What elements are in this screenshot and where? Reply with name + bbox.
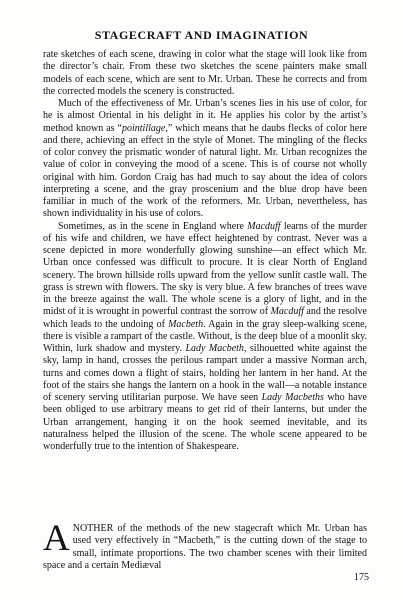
paragraph-1 (43, 49, 367, 98)
text-run: who have been obliged to use arbitrary means to get rid of their lanterns, but under the Urban arrangement, hanging it on the hook seemed inevitable, and its naturalness helped the illusion of the scene. The whole scene appeared to be wonderfully true to the intention of Shakespeare. (43, 392, 367, 452)
text-run: Much of the effectiveness of Mr. Urban’s scenes lies in his use of color, for he is almost Oriental in his delight in it. He applies his color by the artist’s method known as “ (43, 98, 367, 134)
text-run: and the resolve which leads to the undoing of (43, 306, 367, 330)
italic-text: Lady Macbeth (185, 343, 244, 354)
text-run: rate sketches of each scene, drawing in color what the stage will look like from the director’s chair. From these two sketches the scene painters make small models of each scene, which are sent to Mr. Urban. These he corrects and from the corrected models the scenery is constructed. (43, 49, 367, 97)
section-first-paragraph: NOTHER of the methods of the new stagecraft which Mr. Urban has used very effectively in “Macbeth,” is the cutting down of the stage to small, intimate proportions. The two chamber scenes with their limited space and a certain Mediæval (43, 523, 367, 571)
italic-text: Lady Macbeths (261, 392, 324, 403)
text-run: learns of the murder of his wife and children, we have effect heightened by contrast. Never was a scene depicted in more wonderfully glowing sunshine—an effect which Mr. Urban once confessed was difficult to procure. It is clear North of England scenery. The brown hillside rolls upward from the yellow sunlit castle wall. The grass is strewn with flowers. The sky is very blue. A few branches of trees wave in the breeze against the wall. The whole scene is a glory of light, and in the midst of it is wrought in powerful contrast the sorrow of (43, 220, 367, 318)
text-run: ,” which means that he daubs flecks of color here and there, achieving an effect in the style of Monet. The mingling of the flecks of color convey the prismatic wonder of natural light. Mr. Urban recognizes the value of color in conveying the mood of a scene. This is of course not wholly original with him. Gordon Craig has had much to say about the idea of colors interpreting a scene, and the gray proscenium and the blue drop have been familiar in much of the work of the reformers. Mr. Urban, nevertheless, has shown individuality in his use of colors. (43, 122, 367, 220)
paragraph-2 (43, 98, 367, 221)
italic-text: Macduff (247, 220, 281, 232)
text-run: Sometimes, as in the scene in England where (58, 220, 248, 232)
text-run: , silhouetted white against the sky, lamp in hand, crosses the perilous rampart under a massive Norman arch, turns and comes down a flight of stairs, holding her lantern in her hand. At the foot of the stairs she hangs the lantern on a hook in the wall—a notable instance of scenery serving utilitarian purpose. We have seen (43, 343, 367, 403)
italic-text: pointillage (122, 122, 166, 134)
page-number: 175 (354, 572, 369, 583)
drop-cap: A (43, 518, 70, 559)
new-section (43, 518, 367, 572)
paragraph-3 (43, 221, 367, 454)
running-head: STAGECRAFT AND IMAGINATION (94, 28, 309, 42)
text-run: . Again in the gray sleep-walking scene, there is visible a rampart of the castle. Without, is the deep blue of a moonlit sky. Within, lurk shadow and mystery. (43, 318, 368, 354)
body-text (43, 49, 367, 453)
italic-text: Macduff (270, 306, 304, 318)
italic-text: Macbeth (168, 318, 204, 330)
